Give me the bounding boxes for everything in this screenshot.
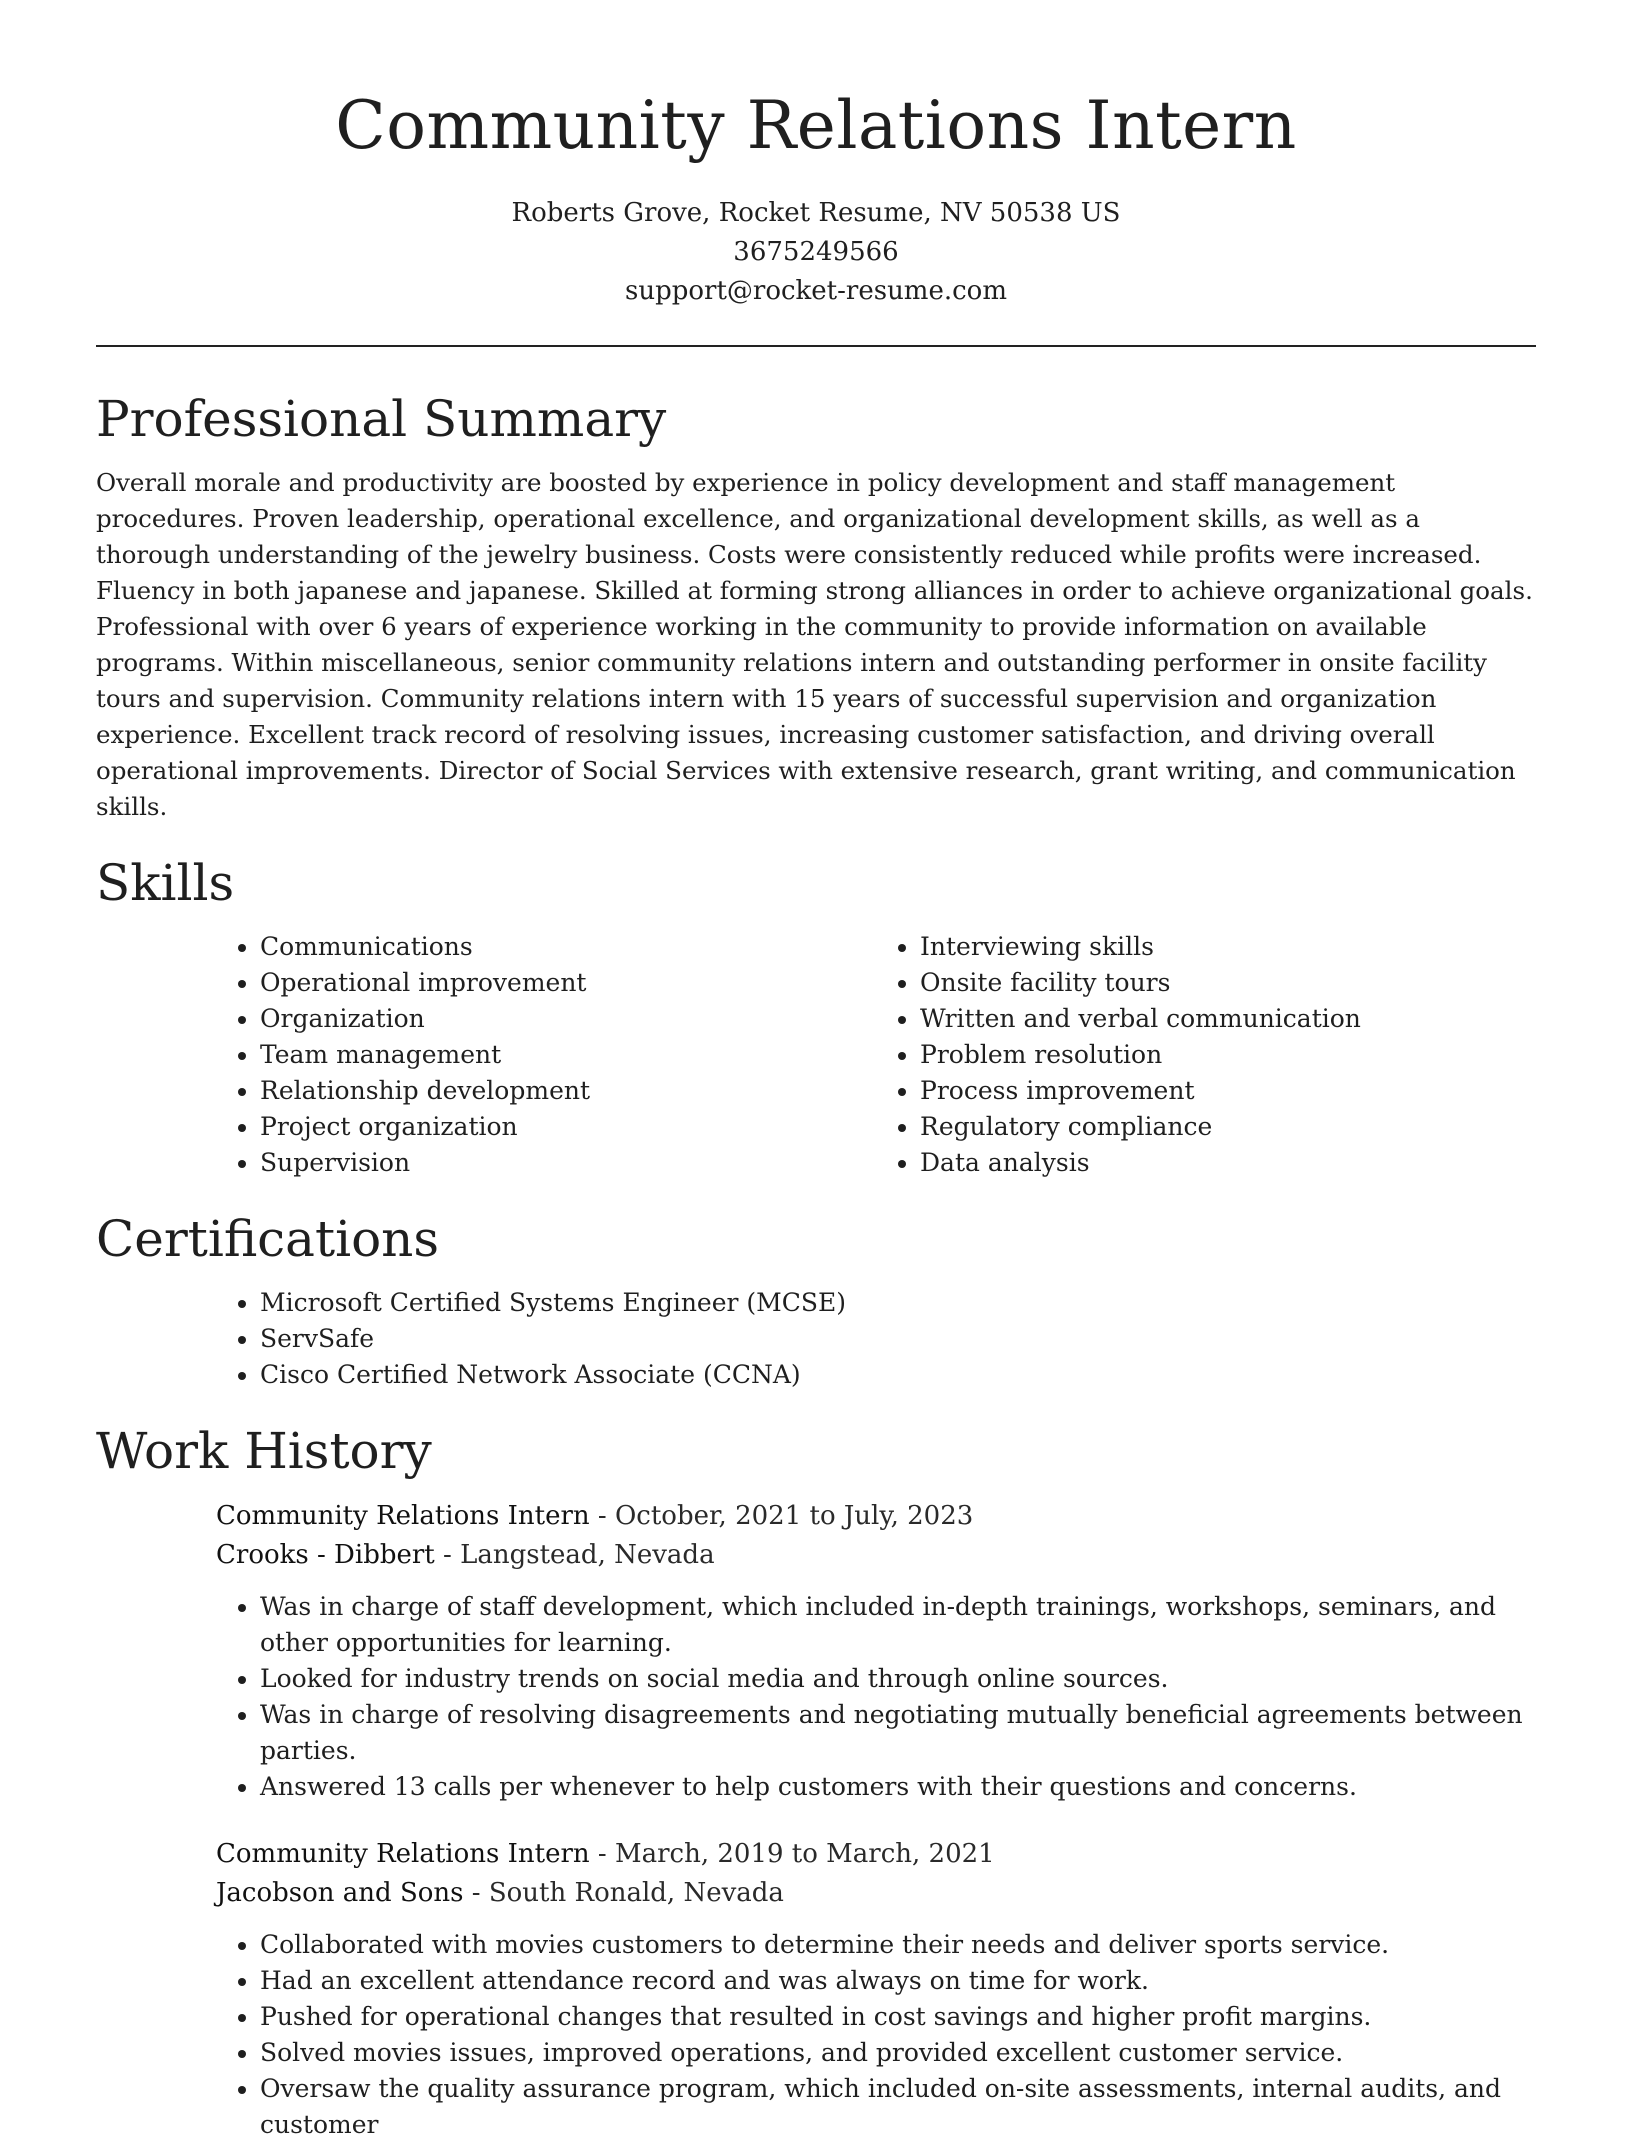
work-history-section bbox=[96, 1419, 1536, 2143]
skill-item: • Supervision bbox=[260, 1145, 876, 1181]
job-bullet: • Was in charge of resolving disagreements and negotiating mutually beneficial agreements between parties. bbox=[260, 1697, 1536, 1769]
certification-item: • Cisco Certified Network Associate (CCNA) bbox=[260, 1357, 1536, 1393]
certification-item: • ServSafe bbox=[260, 1321, 1536, 1357]
summary-heading: Professional Summary bbox=[96, 390, 667, 448]
job-bullets bbox=[216, 1927, 1536, 2143]
job-bullets bbox=[216, 1589, 1536, 1805]
candidate-name: Community Relations Intern bbox=[335, 87, 1297, 164]
skills-section bbox=[96, 851, 1536, 1181]
resume-header bbox=[96, 0, 1536, 311]
summary-section bbox=[96, 387, 1536, 825]
job-dates: March, 2019 to March, 2021 bbox=[614, 1839, 995, 1869]
job-entry bbox=[216, 1835, 1536, 2143]
resume-page bbox=[96, 0, 1536, 2143]
skill-item: • Regulatory compliance bbox=[920, 1109, 1536, 1145]
skill-item: • Communications bbox=[260, 929, 876, 965]
job-company-line: Jacobson and Sons - South Ronald, Nevada bbox=[216, 1878, 784, 1908]
job-bullet: • Pushed for operational changes that resulted in cost savings and higher profit margins. bbox=[260, 1999, 1536, 2035]
email: support@rocket-resume.com bbox=[624, 276, 1007, 306]
job-entry bbox=[216, 1497, 1536, 1805]
address: Roberts Grove, Rocket Resume, NV 50538 US bbox=[511, 198, 1121, 228]
job-bullet: • Looked for industry trends on social media and through online sources. bbox=[260, 1661, 1536, 1697]
job-bullet: • Was in charge of staff development, which included in-depth trainings, workshops, seminars, and other opportunities for learning. bbox=[260, 1589, 1536, 1661]
job-title: Community Relations Intern bbox=[216, 1501, 590, 1531]
job-title: Community Relations Intern bbox=[216, 1839, 590, 1869]
job-location: Langstead, Nevada bbox=[460, 1540, 715, 1570]
skill-item: • Written and verbal communication bbox=[920, 1001, 1536, 1037]
job-company-line: Crooks - Dibbert - Langstead, Nevada bbox=[216, 1540, 715, 1570]
job-bullet: • Solved movies issues, improved operations, and provided excellent customer service. bbox=[260, 2035, 1536, 2071]
skills-list-right bbox=[876, 929, 1536, 1181]
skills-grid bbox=[216, 929, 1536, 1181]
skill-item: • Onsite facility tours bbox=[920, 965, 1536, 1001]
skill-item: • Organization bbox=[260, 1001, 876, 1037]
skill-item: • Process improvement bbox=[920, 1073, 1536, 1109]
job-company: Crooks - Dibbert bbox=[216, 1540, 435, 1570]
skill-item: • Data analysis bbox=[920, 1145, 1536, 1181]
skill-item: • Operational improvement bbox=[260, 965, 876, 1001]
skill-item: • Project organization bbox=[260, 1109, 876, 1145]
header-divider bbox=[96, 345, 1536, 347]
skill-item: • Relationship development bbox=[260, 1073, 876, 1109]
job-bullet: • Answered 13 calls per whenever to help customers with their questions and concerns. bbox=[260, 1769, 1536, 1805]
job-title-line: Community Relations Intern - March, 2019 to March, 2021 bbox=[216, 1839, 995, 1869]
job-location: South Ronald, Nevada bbox=[488, 1878, 784, 1908]
skill-item: • Interviewing skills bbox=[920, 929, 1536, 965]
work-history-heading: Work History bbox=[96, 1422, 432, 1480]
job-dates: October, 2021 to July, 2023 bbox=[614, 1501, 974, 1531]
job-bullet: • Oversaw the quality assurance program, which included on-site assessments, internal audits, and customer bbox=[260, 2071, 1536, 2143]
certifications-section bbox=[96, 1207, 1536, 1393]
job-bullet: • Collaborated with movies customers to determine their needs and deliver sports service. bbox=[260, 1927, 1536, 1963]
certifications-list bbox=[216, 1285, 1536, 1393]
summary-text: Overall morale and productivity are boosted by experience in policy development and staff management procedures. Proven leadership, operational excellence, and organizational development skills, as well as a thorough understanding of the jewelry business. Costs were consistently reduced while profits were increased. Fluency in both japanese and japanese. Skilled at forming strong alliances in order to achieve organizational goals. Professional with over 6 years of experience working in the community to provide information on available programs. Within miscellaneous, senior community relations intern and outstanding performer in onsite facility tours and supervision. Community relations intern with 15 years of successful supervision and organization experience. Excellent track record of resolving issues, increasing customer satisfaction, and driving overall operational improvements. Director of Social Services with extensive research, grant writing, and communication skills. bbox=[96, 468, 1533, 821]
job-company: Jacobson and Sons bbox=[216, 1878, 464, 1908]
job-bullet: • Had an excellent attendance record and was always on time for work. bbox=[260, 1963, 1536, 1999]
skills-list-left bbox=[216, 929, 876, 1181]
certification-item: • Microsoft Certified Systems Engineer (MCSE) bbox=[260, 1285, 1536, 1321]
job-title-line: Community Relations Intern - October, 2021 to July, 2023 bbox=[216, 1501, 974, 1531]
skill-item: • Team management bbox=[260, 1037, 876, 1073]
skill-item: • Problem resolution bbox=[920, 1037, 1536, 1073]
contact-block bbox=[96, 194, 1536, 311]
certifications-heading: Certifications bbox=[96, 1210, 440, 1268]
phone: 3675249566 bbox=[733, 237, 899, 267]
skills-heading: Skills bbox=[96, 854, 235, 912]
